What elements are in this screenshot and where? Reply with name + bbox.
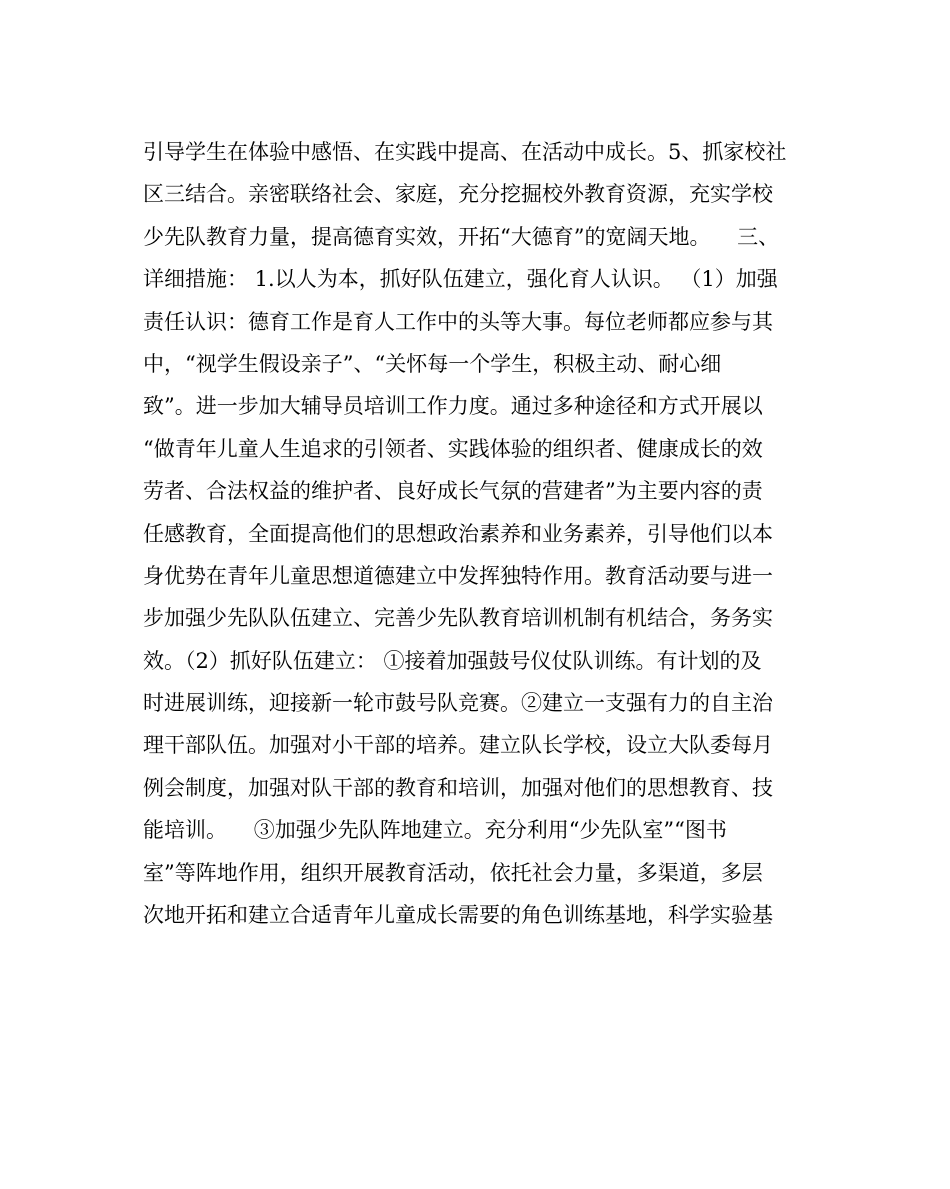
- text-line: “做青年儿童人生追求的引领者、实践体验的组织者、健康成长的效: [143, 436, 763, 461]
- text-line: 任感教育，全面提高他们的思想政治素养和业务素养，引导他们以本: [143, 521, 773, 546]
- text-line: 时进展训练，迎接新一轮市鼓号队竞赛。②建立一支强有力的自主治: [143, 691, 773, 716]
- text-line: 例会制度，加强对队干部的教育和培训，加强对他们的思想教育、技: [143, 775, 773, 800]
- text-line: 步加强少先队队伍建立、完善少先队教育培训机制有机结合，务务实: [143, 606, 773, 631]
- body-text: [143, 131, 813, 936]
- text-line: 引导学生在体验中感悟、在实践中提高、在活动中成长。5、抓家校社: [143, 140, 787, 164]
- text-line: 责任认识：德育工作是育人工作中的头等大事。每位老师都应参与其: [143, 309, 773, 334]
- text-line: 能培训。 ③加强少先队阵地建立。充分利用“少先队室”“图书: [143, 818, 727, 843]
- text-line: 室”等阵地作用，组织开展教育活动，依托社会力量，多渠道，多层: [143, 860, 763, 885]
- text-line: 劳者、合法权益的维护者、良好成长气氛的营建者”为主要内容的责: [143, 479, 763, 504]
- text-line: 详细措施： 1.以人为本，抓好队伍建立，强化育人认识。 （1）加强: [143, 267, 778, 292]
- text-line: 中，“视学生假设亲子”、“关怀每一个学生，积极主动、耐心细: [143, 351, 722, 376]
- text-line: 效。（2）抓好队伍建立： ①接着加强鼓号仪仗队训练。有计划的及: [143, 648, 762, 673]
- text-line: 致”。进一步加大辅导员培训工作力度。通过多种途径和方式开展以: [143, 394, 763, 419]
- text-line: 次地开拓和建立合适青年儿童成长需要的角色训练基地，科学实验基: [143, 903, 773, 928]
- text-line: 身优势在青年儿童思想道德建立中发挥独特作用。教育活动要与进一: [143, 563, 773, 588]
- text-line: 少先队教育力量，提高德育实效，开拓“大德育”的宽阔天地。 三、: [143, 224, 780, 249]
- text-line: 理干部队伍。加强对小干部的培养。建立队长学校，设立大队委每月: [143, 733, 773, 758]
- text-line: 区三结合。亲密联络社会、家庭，充分挖掘校外教育资源，充实学校: [143, 182, 773, 207]
